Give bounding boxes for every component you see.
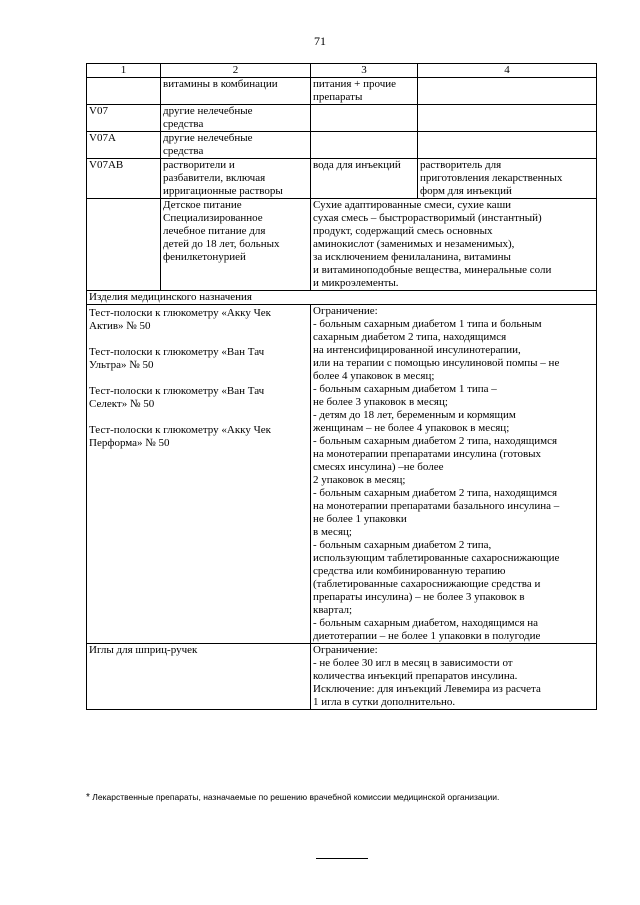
needles-row	[87, 644, 597, 710]
page-number: 71	[314, 34, 326, 48]
cell-line: не более 1 упаковки	[313, 513, 407, 525]
cell-line: продукт, содержащий смесь основных	[313, 225, 493, 237]
cell-line: фенилкетонурией	[163, 251, 246, 263]
test-strips-list	[87, 305, 311, 644]
cell-line: витамины в комбинации	[163, 78, 278, 90]
cell-line: ирригационные растворы	[163, 185, 283, 197]
test-strip-line: Тест-полоски к глюкометру «Ван Тач	[89, 385, 265, 397]
test-strips-limits	[311, 305, 597, 644]
spacer	[89, 333, 308, 346]
header-cell: 3	[311, 64, 418, 78]
cell-line: Детское питание	[163, 199, 242, 211]
needles-limits	[311, 644, 597, 710]
cell-line: использующим таблетированные сахароснижающие	[313, 552, 560, 564]
code-cell	[87, 199, 161, 291]
table-row	[87, 105, 597, 132]
baby-food-row	[87, 199, 597, 291]
cell-line: женщинам – не более 4 упаковок в месяц;	[313, 422, 510, 434]
footnote-text: Лекарственные препараты, назначаемые по решению врачебной комиссии медицинской организации.	[92, 792, 500, 802]
cell-line: препараты инсулина) – не более 3 упаковок в	[313, 591, 525, 603]
cell-line: растворители и	[163, 159, 235, 171]
form-cell	[311, 159, 418, 199]
test-strip-line: Перформа» № 50	[89, 437, 170, 449]
section-row	[87, 291, 597, 305]
cell-line: - больным сахарным диабетом 1 типа и больным	[313, 318, 542, 330]
cell-line: другие нелечебные	[163, 132, 253, 144]
form-cell	[311, 78, 418, 105]
name-cell	[161, 132, 311, 159]
name-cell	[161, 159, 311, 199]
cell-line: форм для инъекций	[420, 185, 512, 197]
cell-line: средства	[163, 145, 204, 157]
header-cell: 2	[161, 64, 311, 78]
cell-line: другие нелечебные	[163, 105, 253, 117]
test-strips-row	[87, 305, 597, 644]
cell-line: или на терапии с помощью инсулиновой помпы – не	[313, 357, 560, 369]
code-cell	[87, 78, 161, 105]
cell-line: сухая смесь – быстрорастворимый (инстантный)	[313, 212, 542, 224]
test-strip-line: Ультра» № 50	[89, 359, 154, 371]
table-row	[87, 132, 597, 159]
note-cell	[418, 132, 597, 159]
cell-line: Исключение: для инъекций Левемира из расчета	[313, 683, 541, 695]
cell-line: аминокислот (заменимых и незаменимых),	[313, 238, 515, 250]
cell-line: на монотерапии препаратами инсулина (готовых	[313, 448, 542, 460]
form-cell	[311, 132, 418, 159]
test-strip-line: Актив» № 50	[89, 320, 151, 332]
test-strip-line: Селект» № 50	[89, 398, 155, 410]
name-cell	[161, 78, 311, 105]
cell-line: количества инъекций препаратов инсулина.	[313, 670, 518, 682]
cell-line: сахарным диабетом 2 типа, находящимся	[313, 331, 507, 343]
cell-line: Ограничение:	[313, 644, 378, 656]
spacer	[89, 372, 308, 385]
description-cell	[311, 199, 597, 291]
cell-line: Специализированное	[163, 212, 263, 224]
note-cell	[418, 78, 597, 105]
cell-line: - больным сахарным диабетом 2 типа,	[313, 539, 492, 551]
header-row	[87, 64, 597, 78]
cell-line: - больным сахарным диабетом 1 типа –	[313, 383, 497, 395]
code-cell: V07A	[87, 132, 161, 159]
cell-line: (таблетированные сахароснижающие средства и	[313, 578, 541, 590]
cell-line: вода для инъекций	[313, 159, 401, 171]
cell-line: разбавители, включая	[163, 172, 266, 184]
cell-line: 1 игла в сутки дополнительно.	[313, 696, 456, 708]
cell-line: питания + прочие	[313, 78, 397, 90]
cell-line: средства	[163, 118, 204, 130]
cell-line: - больным сахарным диабетом 2 типа, находящимся	[313, 487, 558, 499]
cell-line: лечебное питание для	[163, 225, 266, 237]
cell-line: 2 упаковок в месяц;	[313, 474, 406, 486]
footnote	[86, 792, 499, 803]
cell-line: и витаминоподобные вещества, минеральные соли	[313, 264, 552, 276]
cell-line: - детям до 18 лет, беременным и кормящим	[313, 409, 516, 421]
cell-line: - не более 30 игл в месяц в зависимости от	[313, 657, 513, 669]
header-cell: 1	[87, 64, 161, 78]
cell-line: Ограничение:	[313, 305, 378, 317]
footnote-star: *	[86, 792, 90, 803]
cell-line: детей до 18 лет, больных	[163, 238, 280, 250]
spacer	[89, 411, 308, 424]
note-cell	[418, 159, 597, 199]
name-cell	[161, 105, 311, 132]
footer-rule	[316, 858, 368, 859]
table-row	[87, 78, 597, 105]
test-strip-line: Тест-полоски к глюкометру «Акку Чек	[89, 424, 271, 436]
test-strip-line: Тест-полоски к глюкометру «Ван Тач	[89, 346, 265, 358]
cell-line: - больным сахарным диабетом, находящимся на	[313, 617, 539, 629]
cell-line: более 4 упаковок в месяц;	[313, 370, 435, 382]
cell-line: Сухие адаптированные смеси, сухие каши	[313, 199, 512, 211]
cell-line: приготовления лекарственных	[420, 172, 563, 184]
header-cell: 4	[418, 64, 597, 78]
section-title: Изделия медицинского назначения	[87, 291, 597, 305]
code-cell: V07AB	[87, 159, 161, 199]
table-row	[87, 159, 597, 199]
drug-table	[86, 63, 597, 710]
cell-line: смесях инсулина) –не более	[313, 461, 444, 473]
cell-line: на монотерапии препаратами базального инсулина –	[313, 500, 560, 512]
cell-line: диетотерапии – не более 1 упаковки в полугодие	[313, 630, 541, 642]
form-cell	[311, 105, 418, 132]
note-cell	[418, 105, 597, 132]
cell-line: за исключением фенилаланина, витамины	[313, 251, 511, 263]
cell-line: средства или комбинированную терапию	[313, 565, 506, 577]
cell-line: в месяц;	[313, 526, 352, 538]
cell-line: растворитель для	[420, 159, 502, 171]
cell-line: и микроэлементы.	[313, 277, 399, 289]
needles-name: Иглы для шприц-ручек	[87, 644, 311, 710]
cell-line: не более 3 упаковок в месяц;	[313, 396, 448, 408]
cell-line: на интенсифицированной инсулинотерапии,	[313, 344, 521, 356]
cell-line: - больным сахарным диабетом 2 типа, находящимся	[313, 435, 558, 447]
test-strip-line: Тест-полоски к глюкометру «Акку Чек	[89, 307, 271, 319]
cell-line: квартал;	[313, 604, 353, 616]
name-cell	[161, 199, 311, 291]
code-cell: V07	[87, 105, 161, 132]
cell-line: препараты	[313, 91, 363, 103]
